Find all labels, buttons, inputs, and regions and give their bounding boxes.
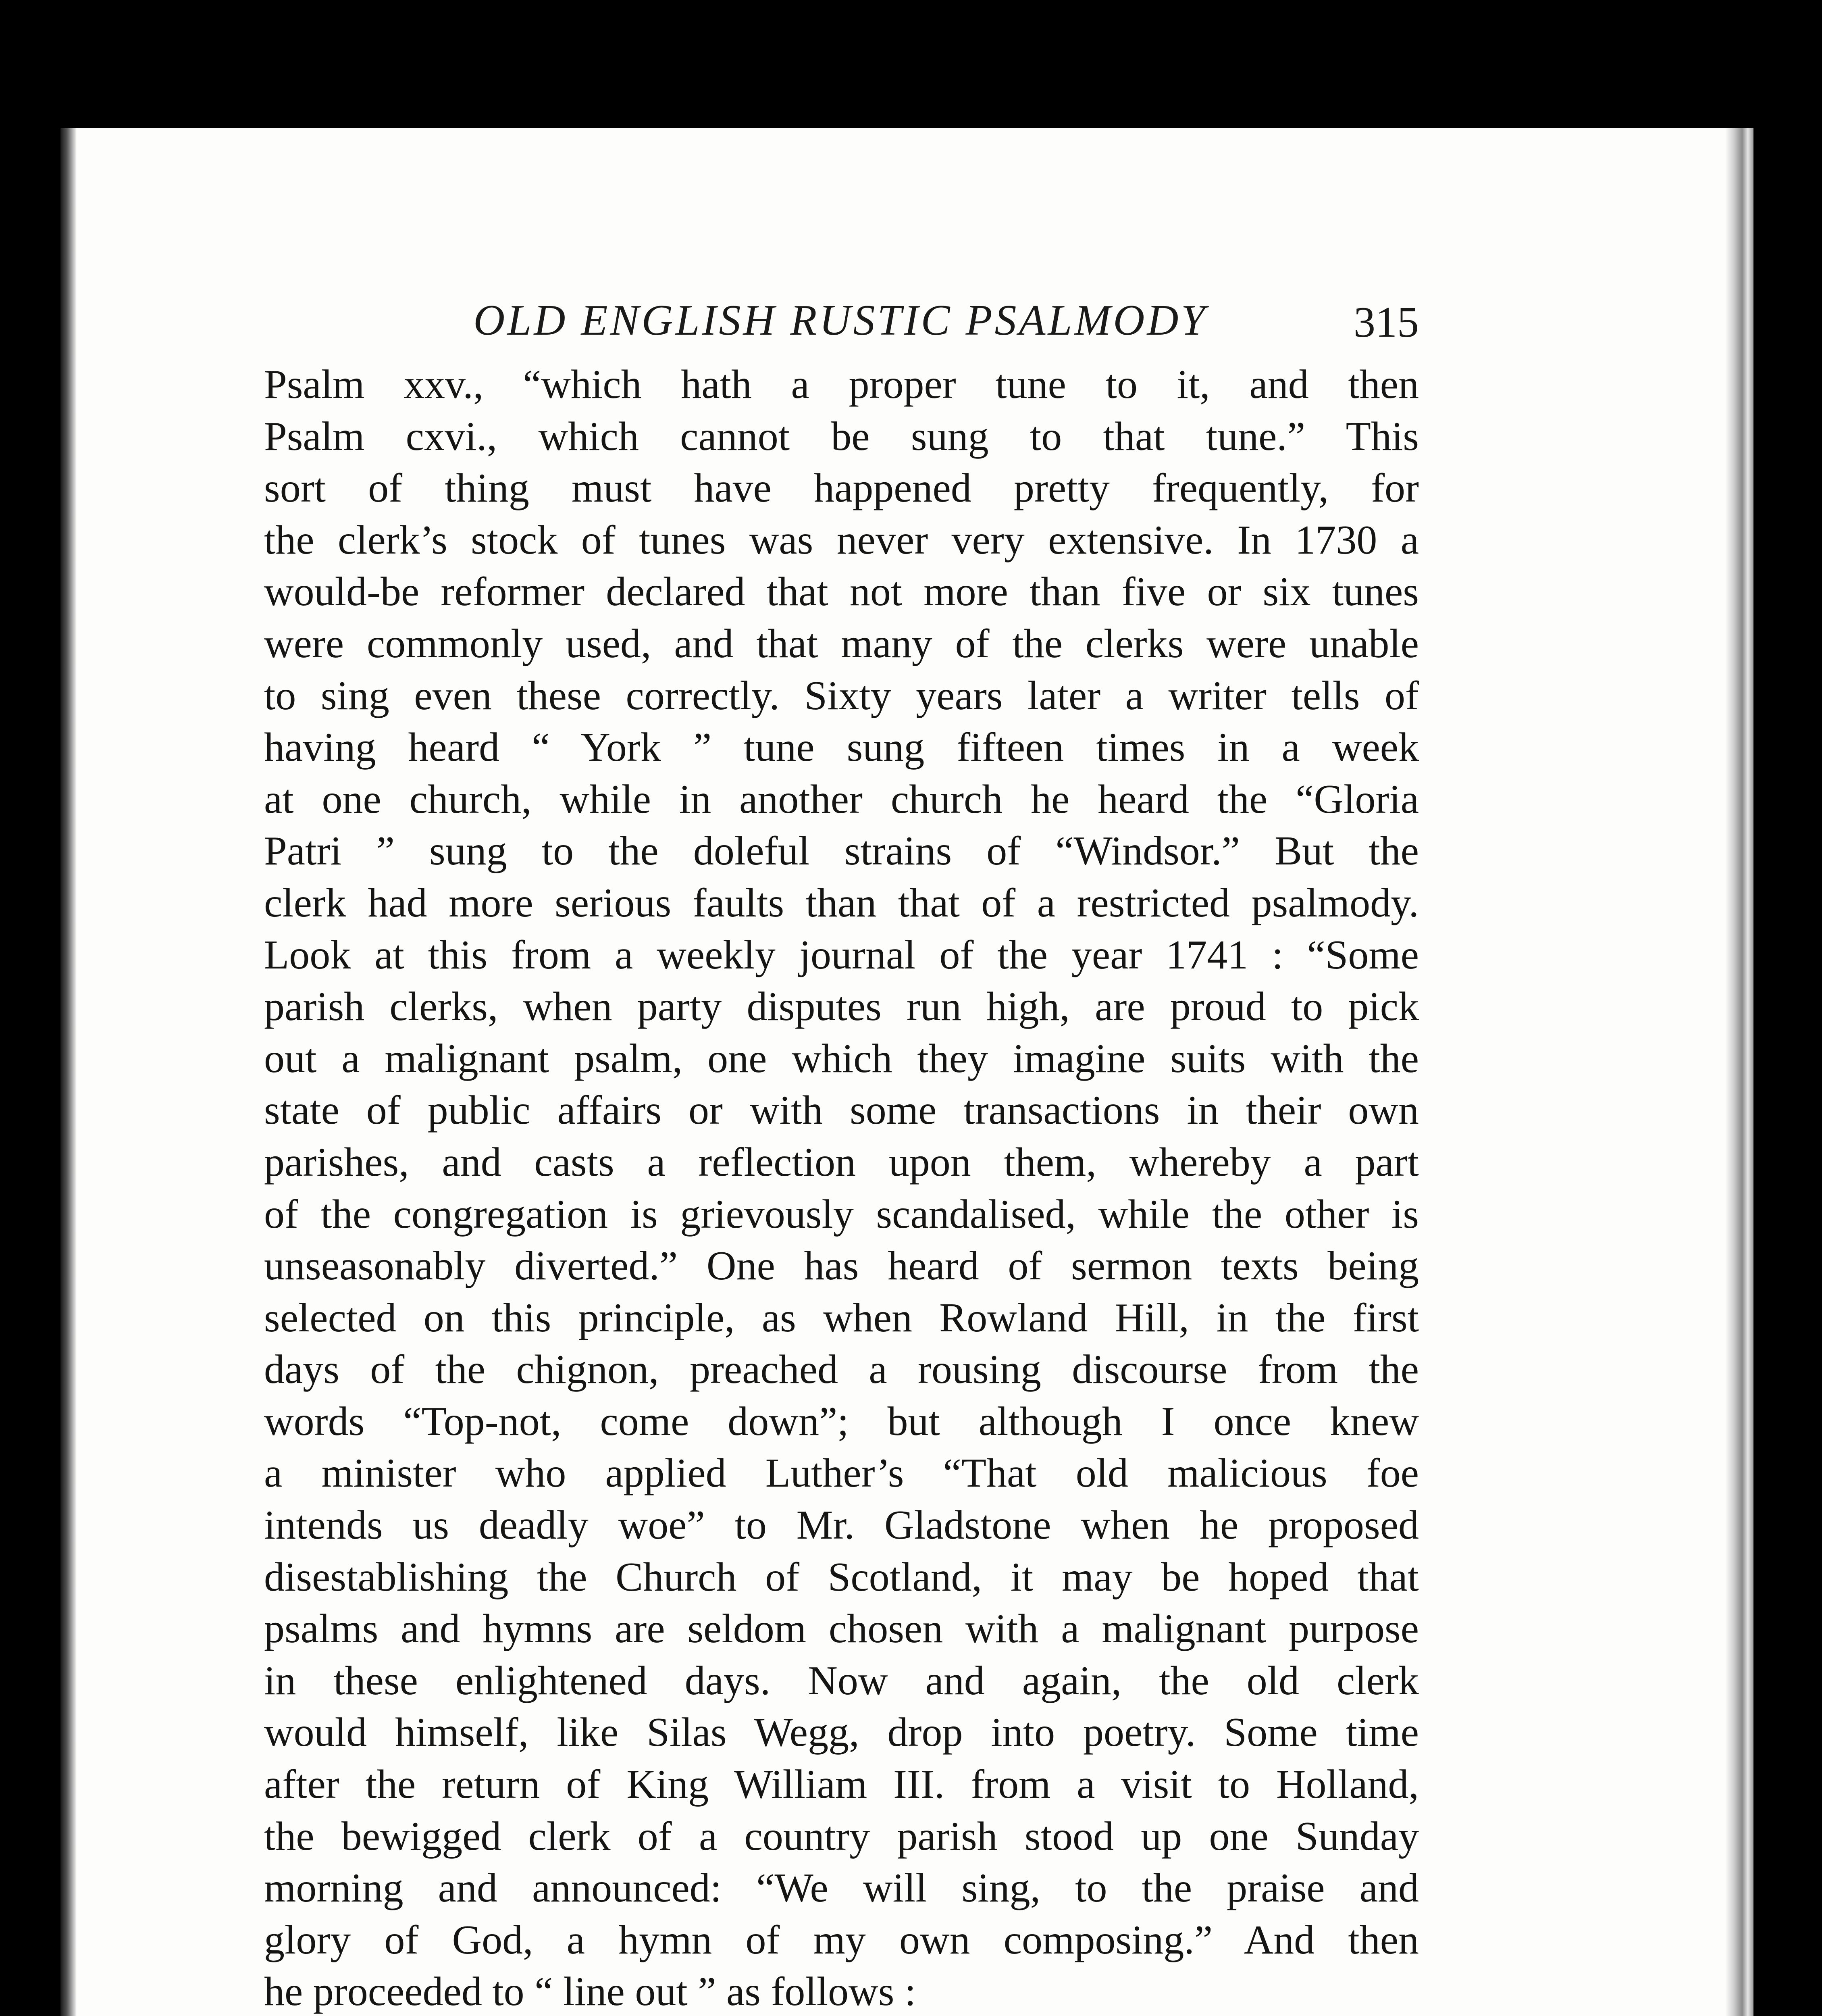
running-head: OLD ENGLISH RUSTIC PSALMODY <box>473 296 1208 344</box>
text-line: morning and announced: “We will sing, to the praise and <box>264 1865 1419 1911</box>
text-line: would himself, like Silas Wegg, drop into poetry. Some time <box>264 1710 1419 1756</box>
text-line: Patri ” sung to the doleful strains of “Windsor.” But the <box>264 828 1419 874</box>
text-line: Psalm xxv., “which hath a proper tune to it, and then <box>264 362 1419 407</box>
text-line: clerk had more serious faults than that of a restricted psalmody. <box>264 880 1419 926</box>
text-line: having heard “ York ” tune sung fifteen times in a week <box>264 725 1419 771</box>
text-line: would-be reformer declared that not more than five or six tunes <box>264 569 1419 615</box>
text-line: Look at this from a weekly journal of the year 1741 : “Some <box>264 932 1419 978</box>
text-line: days of the chignon, preached a rousing discourse from the <box>264 1347 1419 1393</box>
text-line: after the return of King William III. from a visit to Holland, <box>264 1762 1419 1808</box>
text-line: unseasonably diverted.” One has heard of sermon texts being <box>264 1243 1419 1289</box>
text-line: of the congregation is grievously scandalised, while the other is <box>264 1191 1419 1237</box>
text-line: disestablishing the Church of Scotland, it may be hoped that <box>264 1554 1419 1600</box>
text-line: psalms and hymns are seldom chosen with a malignant purpose <box>264 1606 1419 1652</box>
text-line: the clerk’s stock of tunes was never very extensive. In 1730 a <box>264 517 1419 563</box>
text-line: state of public affairs or with some transactions in their own <box>264 1087 1419 1133</box>
text-line: intends us deadly woe” to Mr. Gladstone when he proposed <box>264 1502 1419 1548</box>
page-fore-edge <box>1725 128 1753 2016</box>
page-number: 315 <box>1354 298 1419 346</box>
text-line: in these enlightened days. Now and again, the old clerk <box>264 1658 1419 1704</box>
text-line: the bewigged clerk of a country parish stood up one Sunday <box>264 1813 1419 1859</box>
body-paragraph <box>264 359 1419 2016</box>
text-line: at one church, while in another church he heard the “Gloria <box>264 776 1419 822</box>
text-line: out a malignant psalm, one which they imagine suits with the <box>264 1035 1419 1081</box>
page-gutter-shadow <box>60 128 77 2016</box>
text-line: sort of thing must have happened pretty frequently, for <box>264 465 1419 511</box>
text-line: Psalm cxvi., which cannot be sung to that tune.” This <box>264 413 1419 459</box>
text-line: glory of God, a hymn of my own composing.” And then <box>264 1917 1419 1963</box>
text-line: to sing even these correctly. Sixty years later a writer tells of <box>264 673 1419 719</box>
text-line: he proceeded to “ line out ” as follows : <box>264 1969 916 2015</box>
text-line: were commonly used, and that many of the clerks were unable <box>264 621 1419 666</box>
text-line: a minister who applied Luther’s “That old malicious foe <box>264 1450 1419 1496</box>
text-line: words “Top-not, come down”; but although I once knew <box>264 1398 1419 1444</box>
text-line: selected on this principle, as when Rowland Hill, in the first <box>264 1295 1419 1341</box>
text-line: parish clerks, when party disputes run high, are proud to pick <box>264 984 1419 1030</box>
text-line: parishes, and casts a reflection upon them, whereby a part <box>264 1139 1419 1185</box>
